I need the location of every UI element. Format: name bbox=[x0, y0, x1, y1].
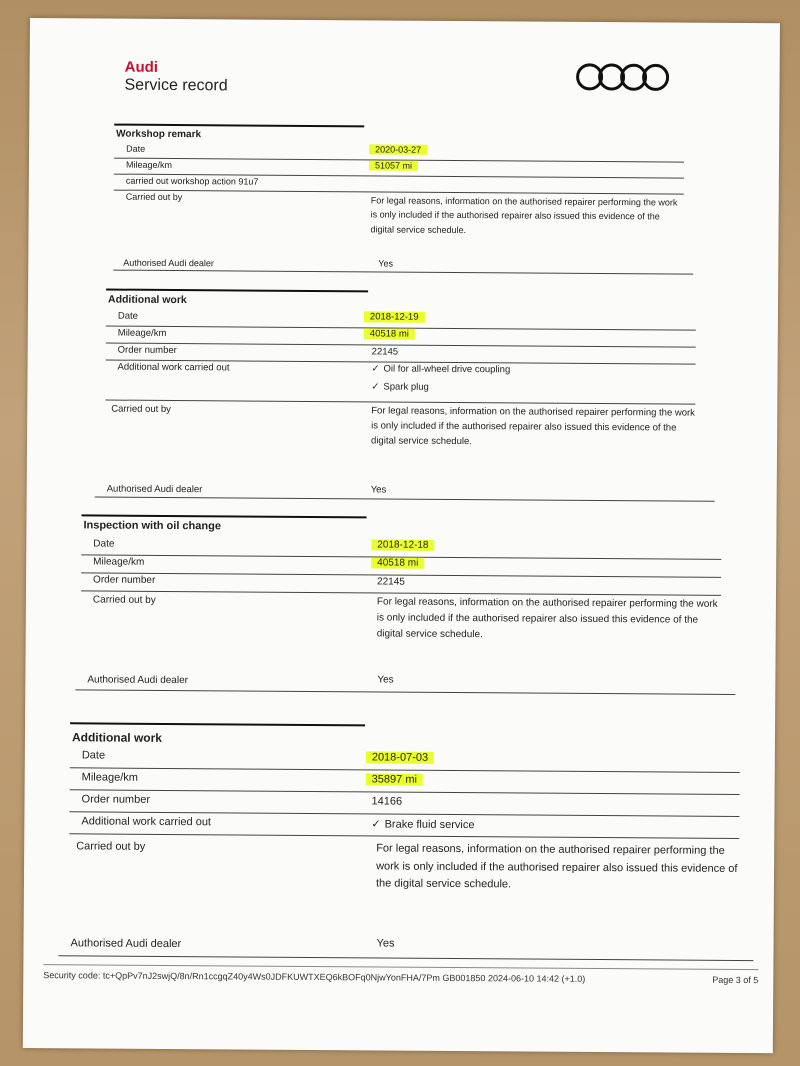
row-value: Yes bbox=[378, 258, 394, 269]
row-label: Additional work carried out bbox=[117, 361, 230, 374]
security-code: tc+QpPv7nJ2swjQ/8n/Rn1ccgqZ40y4Ws0JDFKUWTXEQ6kBOFq0NjwYonFHA/7Pm bbox=[102, 970, 440, 983]
section-divider bbox=[70, 722, 365, 726]
check-mark-icon: ✓ bbox=[371, 363, 380, 375]
dealer-code: GB001850 bbox=[442, 972, 486, 984]
row-label: Mileage/km bbox=[117, 327, 167, 339]
row-value: For legal reasons, information on the authorised repairer performing the work is only included if the authorised repairer also issued this evidence of the digital service schedule. bbox=[376, 596, 718, 641]
row-label: Authorised Audi dealer bbox=[123, 257, 214, 269]
row-label: Date bbox=[93, 538, 115, 550]
section-divider bbox=[106, 289, 368, 293]
row-label: Carried out by bbox=[111, 403, 171, 415]
work-item-label: Oil for all-wheel drive coupling bbox=[383, 363, 511, 376]
document-title: Service record bbox=[124, 76, 228, 95]
row-label: Date bbox=[126, 143, 146, 154]
row-label: Order number bbox=[93, 574, 156, 586]
section-additional-work-1 bbox=[28, 288, 778, 496]
work-item bbox=[371, 817, 474, 831]
row-label: Mileage/km bbox=[125, 159, 173, 170]
row-authorised-dealer bbox=[75, 672, 735, 695]
work-list bbox=[371, 363, 510, 393]
section-heading: Additional work bbox=[107, 293, 187, 307]
security-code-label: Security code: bbox=[43, 970, 101, 981]
row-label: Carried out by bbox=[92, 594, 156, 606]
row-value: 35897 mi bbox=[366, 773, 423, 785]
section-heading: Inspection with oil change bbox=[83, 519, 222, 533]
row-value: For legal reasons, information on the authorised repairer performing the work is only included if the authorised repairer also issued this evidence of the digital service schedule. bbox=[370, 195, 678, 235]
row-authorised-dealer bbox=[113, 256, 693, 275]
row-label: Date bbox=[81, 749, 106, 762]
document-page bbox=[23, 18, 780, 1053]
row-label: Mileage/km bbox=[93, 556, 145, 568]
section-workshop-remark bbox=[29, 123, 779, 269]
row-value: 51057 mi bbox=[369, 160, 418, 170]
row-value: 22145 bbox=[371, 346, 399, 358]
row-value: For legal reasons, information on the authorised repairer performing the work is only included if the authorised repairer also issued this evidence of the digital service schedule. bbox=[375, 842, 738, 891]
check-mark-icon: ✓ bbox=[371, 381, 380, 393]
brand-header bbox=[124, 59, 227, 96]
row-label: Date bbox=[117, 310, 139, 322]
row-value: 40518 mi bbox=[371, 557, 424, 568]
row-label: Additional work carried out bbox=[81, 815, 212, 829]
section-additional-work-2 bbox=[25, 722, 775, 951]
row-value: 40518 mi bbox=[364, 328, 415, 339]
footer-divider bbox=[43, 964, 758, 970]
row-value: 2020-03-27 bbox=[369, 144, 427, 154]
work-item bbox=[371, 381, 510, 393]
row-label: Authorised Audi dealer bbox=[87, 674, 189, 687]
row-value: 2018-07-03 bbox=[366, 751, 434, 763]
row-carried-out-by bbox=[64, 838, 744, 911]
row-authorised-dealer bbox=[58, 935, 753, 961]
check-mark-icon: ✓ bbox=[371, 818, 381, 831]
audi-rings-icon bbox=[574, 62, 672, 98]
section-heading: Workshop remark bbox=[116, 128, 202, 141]
row-work-carried-out bbox=[105, 360, 695, 405]
row-label: Order number bbox=[117, 344, 177, 357]
row-value: Yes bbox=[370, 484, 387, 496]
row-label: carried out workshop action 91u7 bbox=[125, 175, 259, 187]
row-authorised-dealer bbox=[95, 481, 715, 501]
section-divider bbox=[114, 124, 364, 128]
document-footer bbox=[43, 970, 758, 985]
row-label: Order number bbox=[81, 793, 151, 806]
row-label: Carried out by bbox=[125, 191, 183, 203]
row-carried-out-by bbox=[99, 401, 699, 455]
work-list bbox=[371, 817, 474, 831]
row-value: For legal reasons, information on the authorised repairer performing the work is only included if the authorised repairer also issued this evidence of the digital service schedule. bbox=[371, 405, 695, 448]
work-item-label: Brake fluid service bbox=[384, 818, 475, 832]
row-value: 22145 bbox=[377, 576, 405, 588]
row-label: Mileage/km bbox=[81, 771, 138, 784]
page-number: Page 3 of 5 bbox=[712, 974, 759, 986]
row-label: Carried out by bbox=[76, 840, 146, 853]
brand-name: Audi bbox=[124, 58, 159, 76]
row-value: Yes bbox=[376, 937, 395, 950]
row-carried-out-by bbox=[81, 592, 721, 654]
section-heading: Additional work bbox=[71, 730, 163, 745]
timestamp: 2024-06-10 14:42 (+1.0) bbox=[487, 973, 586, 984]
row-work-carried-out bbox=[69, 813, 739, 839]
work-item bbox=[372, 363, 511, 375]
row-label: Authorised Audi dealer bbox=[106, 483, 203, 496]
row-carried-out-by bbox=[114, 190, 684, 236]
work-item-label: Spark plug bbox=[383, 381, 429, 393]
row-label: Authorised Audi dealer bbox=[70, 937, 182, 951]
section-divider bbox=[82, 514, 367, 518]
row-value: Yes bbox=[377, 674, 394, 686]
row-value: 2018-12-18 bbox=[371, 539, 434, 550]
section-inspection-oil-change bbox=[27, 514, 777, 687]
row-value: 14166 bbox=[371, 795, 403, 808]
row-value: 2018-12-19 bbox=[364, 311, 425, 322]
